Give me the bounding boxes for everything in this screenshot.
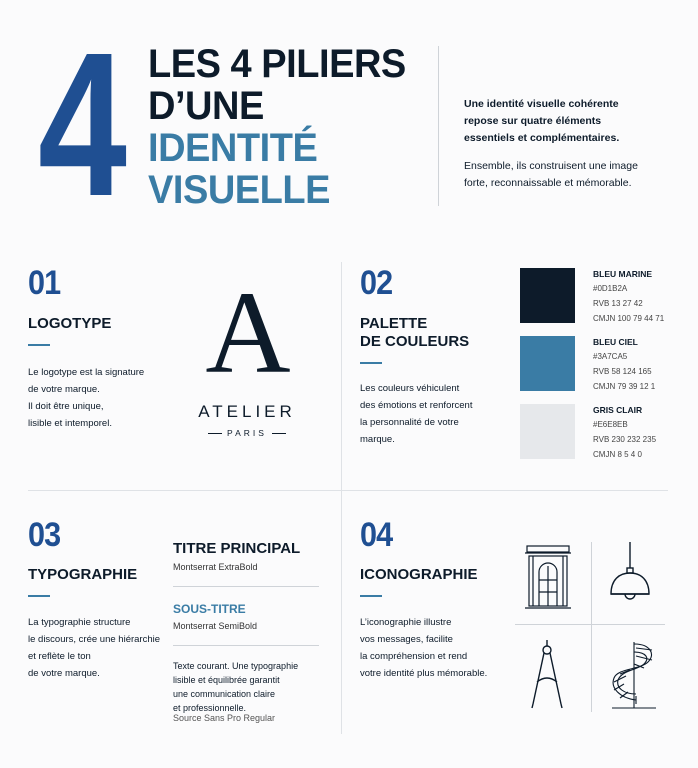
color-name: GRIS CLAIR — [593, 405, 643, 415]
text-line: lisible et équilibrée garantit — [173, 675, 280, 685]
text-line: de votre marque. — [28, 668, 100, 679]
swatch-navy — [520, 268, 575, 323]
big-number-four: 4 — [38, 10, 123, 239]
accent-rule — [28, 595, 50, 597]
text-line: le discours, crée une hiérarchie — [28, 634, 161, 645]
section-title-iconographie: ICONOGRAPHIE — [360, 566, 478, 583]
icon-grid-vertical — [591, 542, 592, 712]
section-title-palette — [360, 315, 469, 351]
spiral-staircase-icon — [606, 638, 660, 710]
typo-subtitle: SOUS-TITRE — [173, 602, 246, 616]
palette-description — [360, 380, 472, 448]
intro-bold-text — [464, 96, 674, 147]
pendant-lamp-icon — [605, 542, 655, 604]
iconographie-description — [360, 614, 487, 682]
title-line-3: IDENTITÉ — [148, 126, 318, 170]
typo-separator — [173, 586, 319, 587]
text-line: de votre marque. — [28, 384, 100, 395]
section-title-logotype: LOGOTYPE — [28, 315, 112, 332]
text-line: et professionnelle. — [173, 703, 247, 713]
color-cmjn: CMJN 79 39 12 1 — [593, 382, 656, 391]
section-number-01: 01 — [28, 264, 61, 302]
logo-letter: A — [205, 267, 291, 398]
text-line: la personnalité de votre — [360, 417, 459, 428]
text-line: vos messages, facilite — [360, 634, 453, 645]
color-cmjn: CMJN 100 79 44 71 — [593, 314, 665, 323]
text-line: marque. — [360, 434, 395, 445]
logo-word: ATELIER — [198, 402, 296, 421]
typo-body-font: Source Sans Pro Regular — [173, 713, 276, 723]
logo-sub-text: PARIS — [227, 428, 267, 438]
typographie-description — [28, 614, 160, 682]
logotype-description — [28, 364, 144, 432]
typo-sub-font: Montserrat SemiBold — [173, 621, 258, 631]
color-cmjn: CMJN 8 5 4 0 — [593, 450, 642, 459]
text-line: L’iconographie illustre — [360, 617, 452, 628]
text-line: lisible et intemporel. — [28, 418, 112, 429]
section-number-02: 02 — [360, 264, 393, 302]
text-line: Les couleurs véhiculent — [360, 383, 460, 394]
typo-main-font: Montserrat ExtraBold — [173, 562, 258, 572]
intro-line: Ensemble, ils construisent une image — [464, 160, 638, 172]
color-hex: #3A7CA5 — [593, 352, 628, 361]
intro-regular-text — [464, 158, 674, 192]
section-number-04: 04 — [360, 516, 393, 554]
section-title-typographie: TYPOGRAPHIE — [28, 566, 138, 583]
color-hex: #E6E8EB — [593, 420, 628, 429]
swatch-light-grey — [520, 404, 575, 459]
typo-body-sample — [173, 659, 323, 715]
intro-bold-line: Une identité visuelle cohérente — [464, 98, 619, 110]
icon-grid-horizontal — [515, 624, 665, 625]
text-line: Il doit être unique, — [28, 401, 104, 412]
logo-subtitle — [186, 428, 308, 438]
building-facade-icon — [523, 542, 573, 610]
color-rvb: RVB 13 27 42 — [593, 299, 643, 308]
color-name: BLEU CIEL — [593, 337, 638, 347]
compass-icon — [527, 638, 567, 710]
intro-line: forte, reconnaissable et mémorable. — [464, 177, 632, 189]
text-line: Texte courant. Une typographie — [173, 661, 299, 671]
color-hex: #0D1B2A — [593, 284, 628, 293]
text-line: et reflète le ton — [28, 651, 91, 662]
grid-horizontal-divider — [28, 490, 668, 491]
text-line: Le logotype est la signature — [28, 367, 145, 378]
swatch-sky-blue — [520, 336, 575, 391]
text-line: une communication claire — [173, 689, 276, 699]
color-rvb: RVB 230 232 235 — [593, 435, 657, 444]
intro-bold-line: essentiels et complémentaires. — [464, 132, 620, 144]
title-line-4: VISUELLE — [148, 168, 331, 212]
accent-rule — [360, 595, 382, 597]
header-divider — [438, 46, 439, 206]
title-line: PALETTE — [360, 315, 428, 332]
title-line-2: D’UNE — [148, 84, 264, 128]
title-line: DE COULEURS — [360, 333, 470, 350]
grid-vertical-divider — [341, 262, 342, 734]
logo-dash — [208, 433, 222, 434]
title-line-1: LES 4 PILIERS — [148, 42, 406, 86]
typo-main-title: TITRE PRINCIPAL — [173, 540, 301, 557]
text-line: votre identité plus mémorable. — [360, 668, 488, 679]
logo-dash — [272, 433, 286, 434]
section-number-03: 03 — [28, 516, 61, 554]
text-line: des émotions et renforcent — [360, 400, 473, 411]
typo-separator — [173, 645, 319, 646]
accent-rule — [28, 344, 50, 346]
intro-bold-line: repose sur quatre éléments — [464, 115, 602, 127]
accent-rule — [360, 362, 382, 364]
text-line: la compréhension et rend — [360, 651, 468, 662]
text-line: La typographie structure — [28, 617, 131, 628]
color-rvb: RVB 58 124 165 — [593, 367, 652, 376]
color-name: BLEU MARINE — [593, 269, 653, 279]
